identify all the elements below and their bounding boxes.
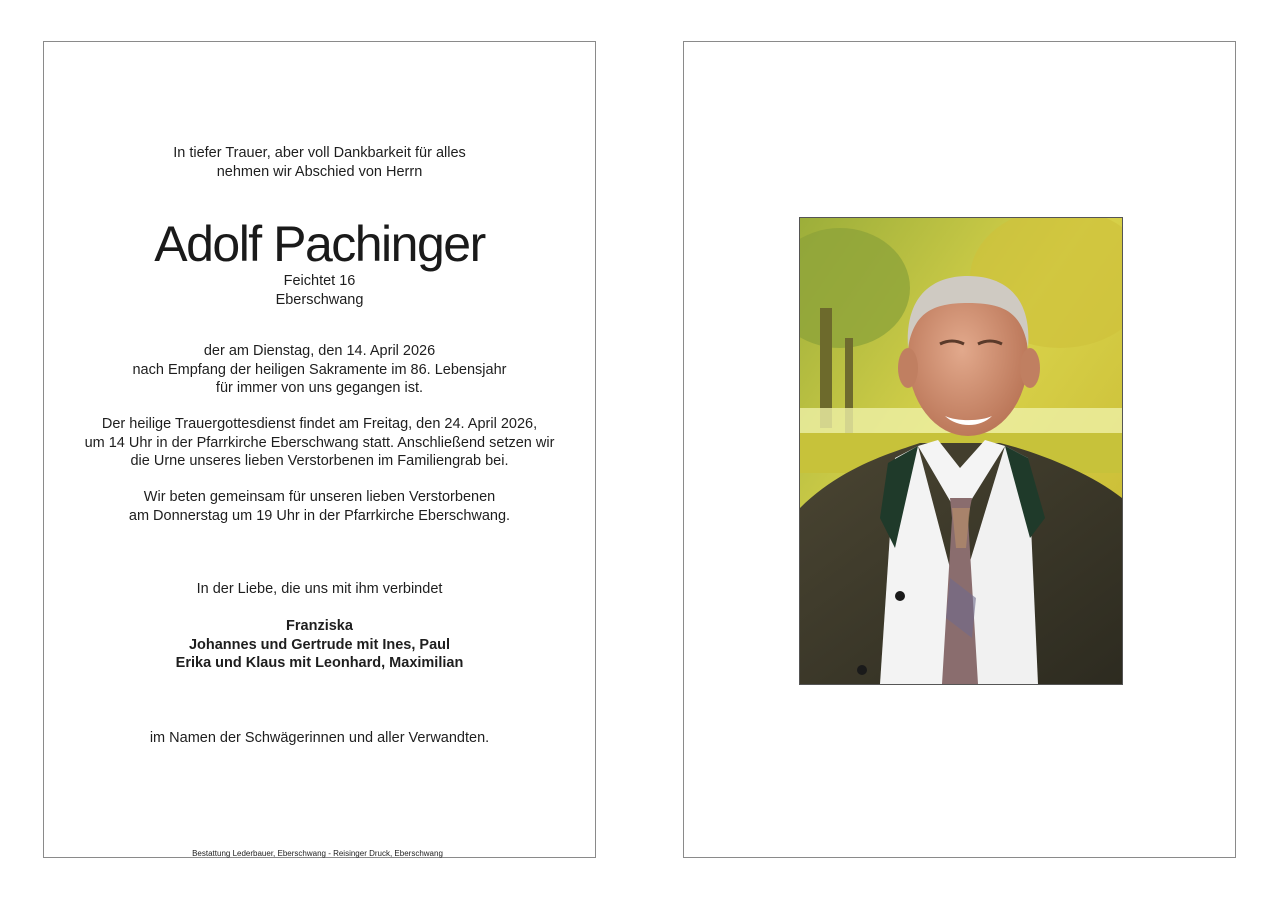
family-members xyxy=(44,617,595,673)
service-line: die Urne unseres lieben Verstorbenen im Familiengrab bei. xyxy=(130,453,509,469)
prayer-info xyxy=(44,488,595,525)
family-line: Johannes und Gertrude mit Ines, Paul xyxy=(188,636,451,653)
photo-page xyxy=(683,41,1236,858)
prayer-line: am Donnerstag um 19 Uhr in der Pfarrkirche Eberschwang. xyxy=(128,507,511,524)
death-notice-line: der am Dienstag, den 14. April 2026 xyxy=(203,343,436,359)
death-notice-line: nach Empfang der heiligen Sakramente im 86. Lebensjahr xyxy=(132,361,507,378)
death-notice xyxy=(44,342,595,398)
funeral-service-info xyxy=(44,415,595,471)
service-line: um 14 Uhr in der Pfarrkirche Eberschwang statt. Anschließend setzen wir xyxy=(84,434,555,451)
death-notice-line: für immer von uns gegangen ist. xyxy=(215,380,424,396)
address xyxy=(44,272,595,309)
relatives-line: im Namen der Schwägerinnen und aller Verwandten. xyxy=(149,730,490,746)
deceased-name: Adolf Pachinger xyxy=(154,216,485,272)
obituary-text-page xyxy=(43,41,596,858)
love-line: In der Liebe, die uns mit ihm verbindet xyxy=(196,581,443,597)
portrait-photo xyxy=(799,217,1123,685)
family-line: Erika und Klaus mit Leonhard, Maximilian xyxy=(175,655,464,671)
intro-line: In tiefer Trauer, aber voll Dankbarkeit für alles xyxy=(173,145,466,161)
intro-line: nehmen wir Abschied von Herrn xyxy=(216,163,423,180)
address-line: Feichtet 16 xyxy=(283,273,356,289)
printer-credit: Bestattung Lederbauer, Eberschwang - Reisinger Druck, Eberschwang xyxy=(192,849,443,858)
address-line: Eberschwang xyxy=(275,291,364,308)
prayer-line: Wir beten gemeinsam für unseren lieben Verstorbenen xyxy=(143,489,496,505)
service-line: Der heilige Trauergottesdienst findet am Freitag, den 24. April 2026, xyxy=(101,416,538,432)
intro-text xyxy=(44,144,595,181)
family-line: Franziska xyxy=(286,618,353,634)
